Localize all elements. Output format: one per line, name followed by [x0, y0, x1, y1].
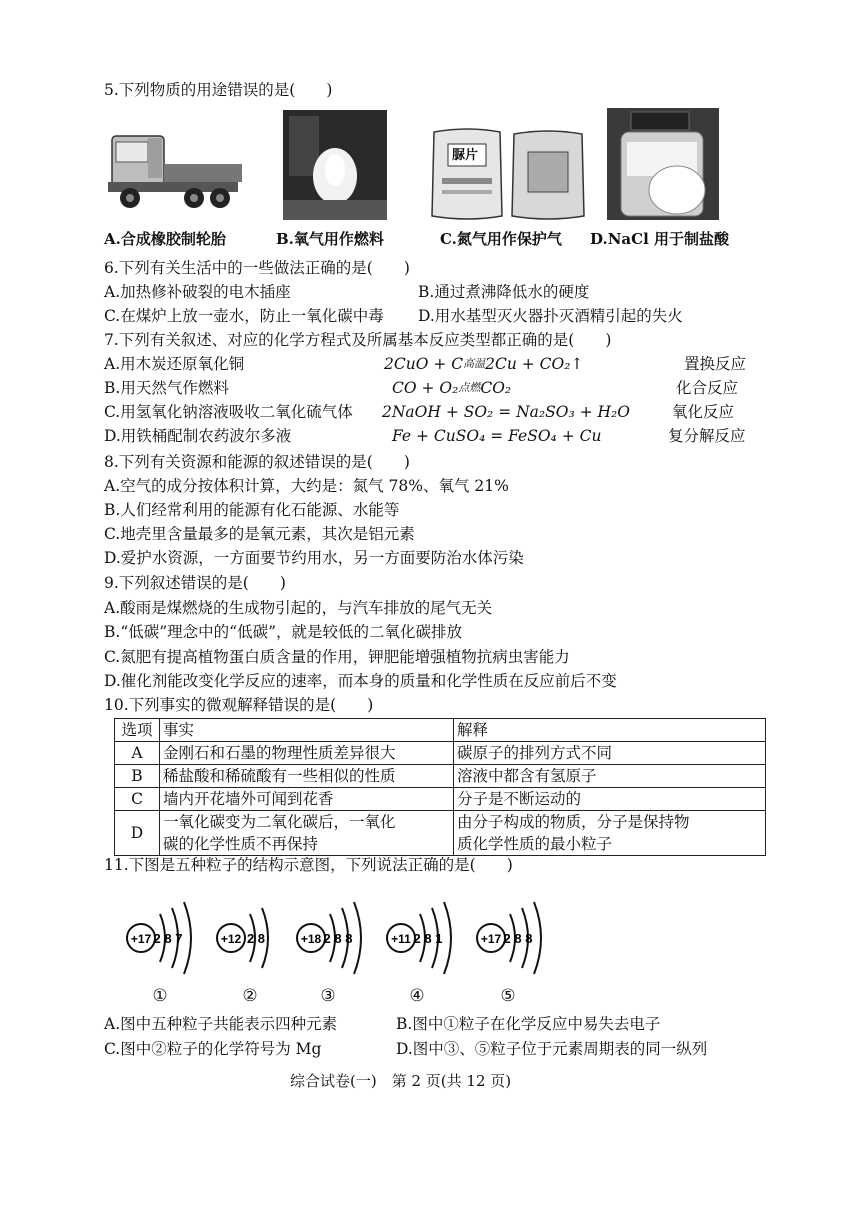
- row-fact: 稀盐酸和稀硫酸有一些相似的性质: [160, 765, 454, 788]
- q7-d-equation: Fe + CuSO₄ = FeSO₄ + Cu: [392, 427, 602, 445]
- q11-option-a: A.图中五种粒子共能表示四种元素: [104, 1015, 338, 1033]
- page-footer: 综合试卷(一) 第 2 页(共 12 页): [290, 1072, 512, 1090]
- nitrogen-bags-image: [428, 124, 592, 224]
- q7-b-type: 化合反应: [676, 379, 739, 397]
- svg-text:2 8 8: 2 8 8: [323, 931, 353, 946]
- q9-option-c: C.氮肥有提高植物蛋白质含量的作用，钾肥能增强植物抗病虫害能力: [104, 648, 570, 666]
- table-row: [115, 742, 766, 765]
- particle-number-1: ①: [152, 986, 168, 1006]
- q10-stem: 10.下列事实的微观解释错误的是( ): [104, 696, 374, 714]
- q6-option-c: C.在煤炉上放一壶水，防止一氧化碳中毒: [104, 307, 384, 325]
- svg-text:2 8 8: 2 8 8: [503, 931, 533, 946]
- q10-table: [114, 718, 766, 856]
- q5-stem: 5.下列物质的用途错误的是( ): [104, 81, 333, 99]
- row-option: C: [115, 788, 160, 811]
- q5-option-d: D.NaCl 用于制盐酸: [590, 230, 729, 248]
- header-fact: 事实: [160, 719, 454, 742]
- q7-d-desc: D.用铁桶配制农药波尔多液: [104, 427, 292, 445]
- q7-a-equation: 2CuO + C高温2Cu + CO₂↑: [384, 355, 584, 373]
- truck-image: [102, 124, 252, 222]
- q8-option-d: D.爱护水资源，一方面要节约用水，另一方面要防治水体污染: [104, 549, 524, 567]
- q7-a-type: 置换反应: [684, 355, 747, 373]
- q9-stem: 9.下列叙述错误的是( ): [104, 574, 286, 592]
- row-fact: 墙内开花墙外可闻到花香: [160, 788, 454, 811]
- q11-option-d: D.图中③、⑤粒子位于元素周期表的同一纵列: [396, 1040, 708, 1058]
- atom-diagram-2: [212, 900, 276, 982]
- q9-option-a: A.酸雨是煤燃烧的生成物引起的，与汽车排放的尾气无关: [104, 599, 493, 617]
- q9-option-b: B.“低碳”理念中的“低碳”，就是较低的二氧化碳排放: [104, 623, 463, 641]
- svg-text:+11: +11: [391, 932, 411, 946]
- q11-stem: 11.下图是五种粒子的结构示意图，下列说法正确的是( ): [104, 856, 513, 874]
- q7-stem: 7.下列有关叙述、对应的化学方程式及所属基本反应类型都正确的是( ): [104, 331, 612, 349]
- q7-a-desc: A.用木炭还原氧化铜: [104, 355, 245, 373]
- table-row: [115, 811, 766, 856]
- row-explanation: 碳原子的排列方式不同: [454, 742, 766, 765]
- particle-number-3: ③: [320, 986, 336, 1006]
- q11-option-b: B.图中①粒子在化学反应中易失去电子: [396, 1015, 661, 1033]
- q6-option-b: B.通过煮沸降低水的硬度: [418, 283, 590, 301]
- q6-stem: 6.下列有关生活中的一些做法正确的是( ): [104, 259, 410, 277]
- svg-text:2 8 1: 2 8 1: [413, 931, 443, 946]
- q5-option-b: B.氧气用作燃料: [276, 230, 384, 248]
- table-row: [115, 788, 766, 811]
- q6-option-d: D.用水基型灭火器扑灭酒精引起的失火: [418, 307, 683, 325]
- svg-text:+17: +17: [480, 932, 502, 946]
- svg-text:+17: +17: [130, 932, 152, 946]
- svg-text:2 8 7: 2 8 7: [153, 931, 183, 946]
- q7-c-desc: C.用氢氧化钠溶液吸收二氧化硫气体: [104, 403, 353, 421]
- q7-d-type: 复分解反应: [668, 427, 746, 445]
- particle-number-5: ⑤: [500, 986, 516, 1006]
- q9-option-d: D.催化剂能改变化学反应的速率，而本身的质量和化学性质在反应前后不变: [104, 672, 617, 690]
- atom-diagram-4: [382, 900, 458, 982]
- svg-text:+12: +12: [220, 932, 242, 946]
- q7-c-equation: 2NaOH + SO₂ = Na₂SO₃ + H₂O: [382, 403, 630, 421]
- table-header-row: [115, 719, 766, 742]
- row-explanation: 分子是不断运动的: [454, 788, 766, 811]
- nacl-bottle-image: [607, 108, 719, 220]
- svg-text:+18: +18: [300, 932, 322, 946]
- row-explanation: 由分子构成的物质，分子是保持物 质化学性质的最小粒子: [454, 811, 766, 856]
- particle-number-4: ④: [409, 986, 425, 1006]
- header-option: 选项: [115, 719, 160, 742]
- q8-option-a: A.空气的成分按体积计算，大约是：氮气 78%、氧气 21%: [104, 477, 509, 495]
- row-option: D: [115, 811, 160, 856]
- q5-option-a: A.合成橡胶制轮胎: [104, 230, 226, 248]
- header-explanation: 解释: [454, 719, 766, 742]
- q5-option-c: C.氮气用作保护气: [440, 230, 562, 248]
- q8-option-b: B.人们经常利用的能源有化石能源、水能等: [104, 501, 400, 519]
- svg-text:2 8: 2 8: [246, 931, 266, 946]
- atom-diagram-5: [472, 900, 548, 982]
- oxygen-flame-image: [283, 110, 387, 220]
- atom-diagram-3: [292, 900, 368, 982]
- q8-option-c: C.地壳里含量最多的是氧元素，其次是铝元素: [104, 525, 415, 543]
- q7-c-type: 氧化反应: [672, 403, 735, 421]
- row-fact: 金刚石和石墨的物理性质差异很大: [160, 742, 454, 765]
- q7-b-equation: CO + O₂点燃CO₂: [392, 379, 512, 397]
- particle-number-2: ②: [242, 986, 258, 1006]
- q8-stem: 8.下列有关资源和能源的叙述错误的是( ): [104, 453, 410, 471]
- row-option: B: [115, 765, 160, 788]
- atom-diagram-1: [122, 900, 198, 982]
- q7-b-desc: B.用天然气作燃料: [104, 379, 229, 397]
- q6-option-a: A.加热修补破裂的电木插座: [104, 283, 291, 301]
- row-explanation: 溶液中都含有氢原子: [454, 765, 766, 788]
- table-row: [115, 765, 766, 788]
- bag-label: 脲片: [452, 148, 479, 163]
- q11-option-c: C.图中②粒子的化学符号为 Mg: [104, 1040, 322, 1058]
- row-option: A: [115, 742, 160, 765]
- row-fact: 一氧化碳变为二氧化碳后，一氧化 碳的化学性质不再保持: [160, 811, 454, 856]
